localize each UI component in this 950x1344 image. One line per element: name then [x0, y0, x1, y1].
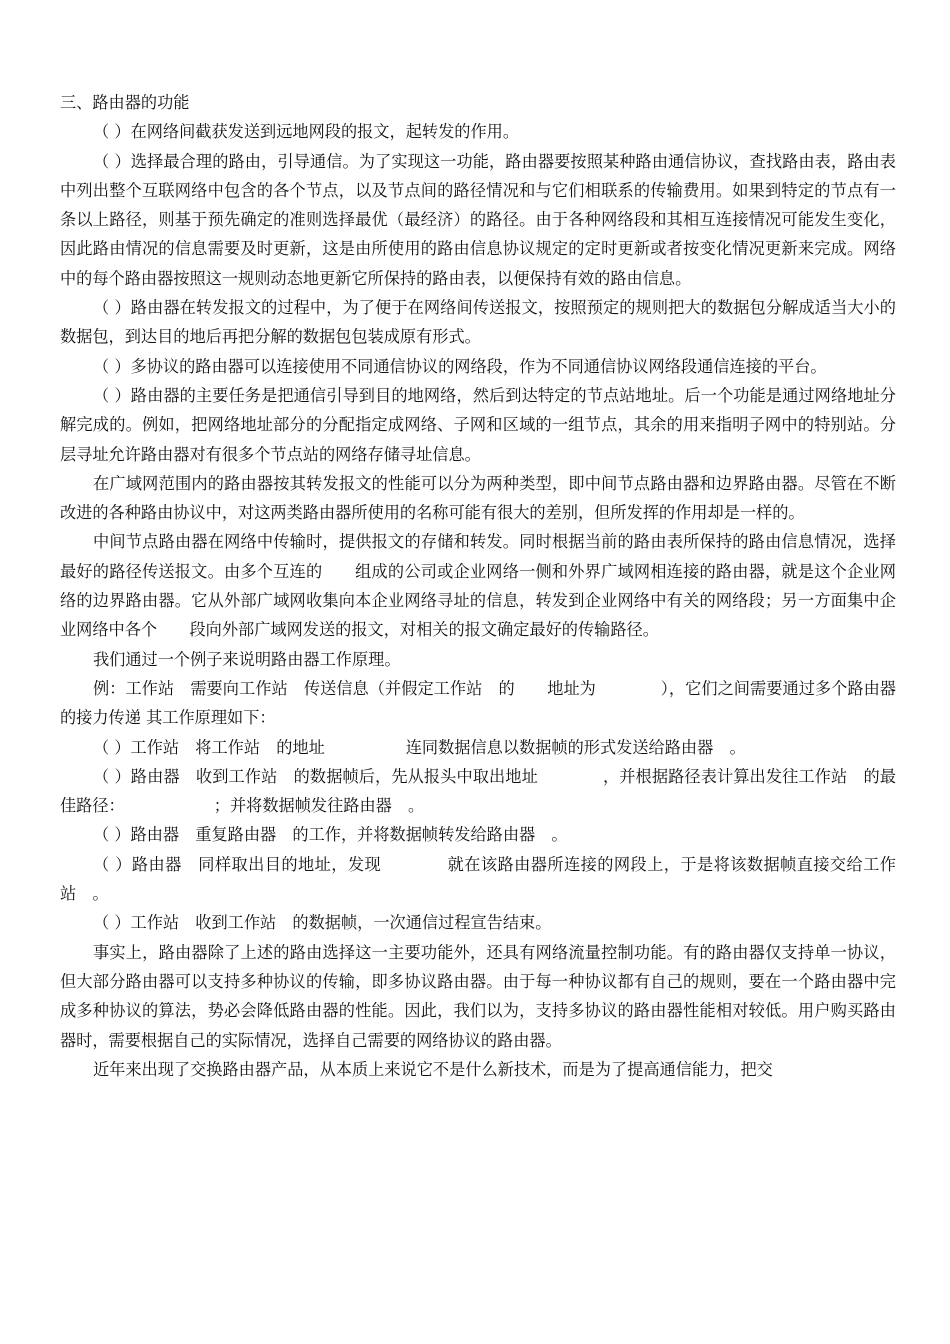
- paragraph-example-intro: 我们通过一个例子来说明路由器工作原理。: [93, 649, 401, 669]
- paragraph-step-1: （ ）工作站 将工作站 的地址 连同数据信息以数据帧的形式发送给路由器 。: [93, 737, 746, 757]
- paragraph-switch-router: 近年来出现了交换路由器产品，从本质上来说它不是什么新技术，而是为了提高通信能力，把交: [93, 1059, 773, 1079]
- paragraph-example: 例：工作站 需要向工作站 传送信息（并假定工作站 的 地址为 ），它们之间需要通过多个路由器的接力传递 其工作原理如下：: [60, 678, 896, 728]
- paragraph-intermediate-router: 中间节点路由器在网络中传输时，提供报文的存储和转发。同时根据当前的路由表所保持的路由信息情况，选择最好的路径传送报文。由多个互连的 组成的公司或企业网络一侧和外界广域网相连接的路由器，就是这个企业网络的边界路由器。它从外部广域网收集向本企业网络寻址的信息，转发到企业网络中有关的网络段；另一方面集中企业网络中各个 段向外部广域网发送的报文，对相关的报文确定最好的传输路径。: [60, 532, 896, 640]
- paragraph-function-2: （ ）选择最合理的路由，引导通信。为了实现这一功能，路由器要按照某种路由通信协议，查找路由表，路由表中列出整个互联网络中包含的各个节点，以及节点间的路径情况和与它们相联系的传输费用。如果到特定的节点有一条以上路径，则基于预先确定的准则选择最优（最经济）的路径。由于各种网络段和其相互连接情况可能发生变化，因此路由情况的信息需要及时更新，这是由所使用的路由信息协议规定的定时更新或者按变化情况更新来完成。网络中的每个路由器按照这一规则动态地更新它所保持的路由表，以便保持有效的路由信息。: [60, 151, 896, 288]
- paragraph-step-2: （ ）路由器 收到工作站 的数据帧后，先从报头中取出地址 ，并根据路径表计算出发往工作站 的最佳路径： ；并将数据帧发往路由器 。: [60, 766, 896, 816]
- paragraph-flow-control: 事实上，路由器除了上述的路由选择这一主要功能外，还具有网络流量控制功能。有的路由器仅支持单一协议，但大部分路由器可以支持多种协议的传输，即多协议路由器。由于每一种协议都有自己的规则，要在一个路由器中完成多种协议的算法，势必会降低路由器的性能。因此，我们以为，支持多协议的路由器性能相对较低。用户购买路由器时，需要根据自己的实际情况，选择自己需要的网络协议的路由器。: [60, 942, 896, 1050]
- paragraph-function-4: （ ）多协议的路由器可以连接使用不同通信协议的网络段，作为不同通信协议网络段通信连接的平台。: [93, 356, 827, 376]
- paragraph-function-3: （ ）路由器在转发报文的过程中，为了便于在网络间传送报文，按照预定的规则把大的数据包分解成适当大小的数据包，到达目的地后再把分解的数据包包装成原有形式。: [60, 298, 896, 347]
- section-heading: 三、路由器的功能: [60, 93, 190, 112]
- paragraph-function-5: （ ）路由器的主要任务是把通信引导到目的地网络，然后到达特定的节点站地址。后一个功能是通过网络地址分解完成的。例如，把网络地址部分的分配指定成网络、子网和区域的一组节点，其余的用来指明子网中的特别站。分层寻址允许路由器对有很多个节点站的网络存储寻址信息。: [60, 385, 896, 464]
- paragraph-step-4: （ ）路由器 同样取出目的地址，发现 就在该路由器所连接的网段上，于是将该数据帧直接交给工作站 。: [60, 854, 896, 904]
- paragraph-step-3: （ ）路由器 重复路由器 的工作，并将数据帧转发给路由器 。: [93, 825, 568, 845]
- paragraph-function-1: （ ）在网络间截获发送到远地网段的报文，起转发的作用。: [93, 122, 520, 142]
- document-page: [60, 88, 896, 1084]
- paragraph-step-5: （ ）工作站 收到工作站 的数据帧，一次通信过程宣告结束。: [93, 913, 552, 933]
- paragraph-router-types: 在广域网范围内的路由器按其转发报文的性能可以分为两种类型，即中间节点路由器和边界路由器。尽管在不断改进的各种路由协议中，对这两类路由器所使用的名称可能有很大的差别，但所发挥的作用却是一样的。: [60, 473, 896, 523]
